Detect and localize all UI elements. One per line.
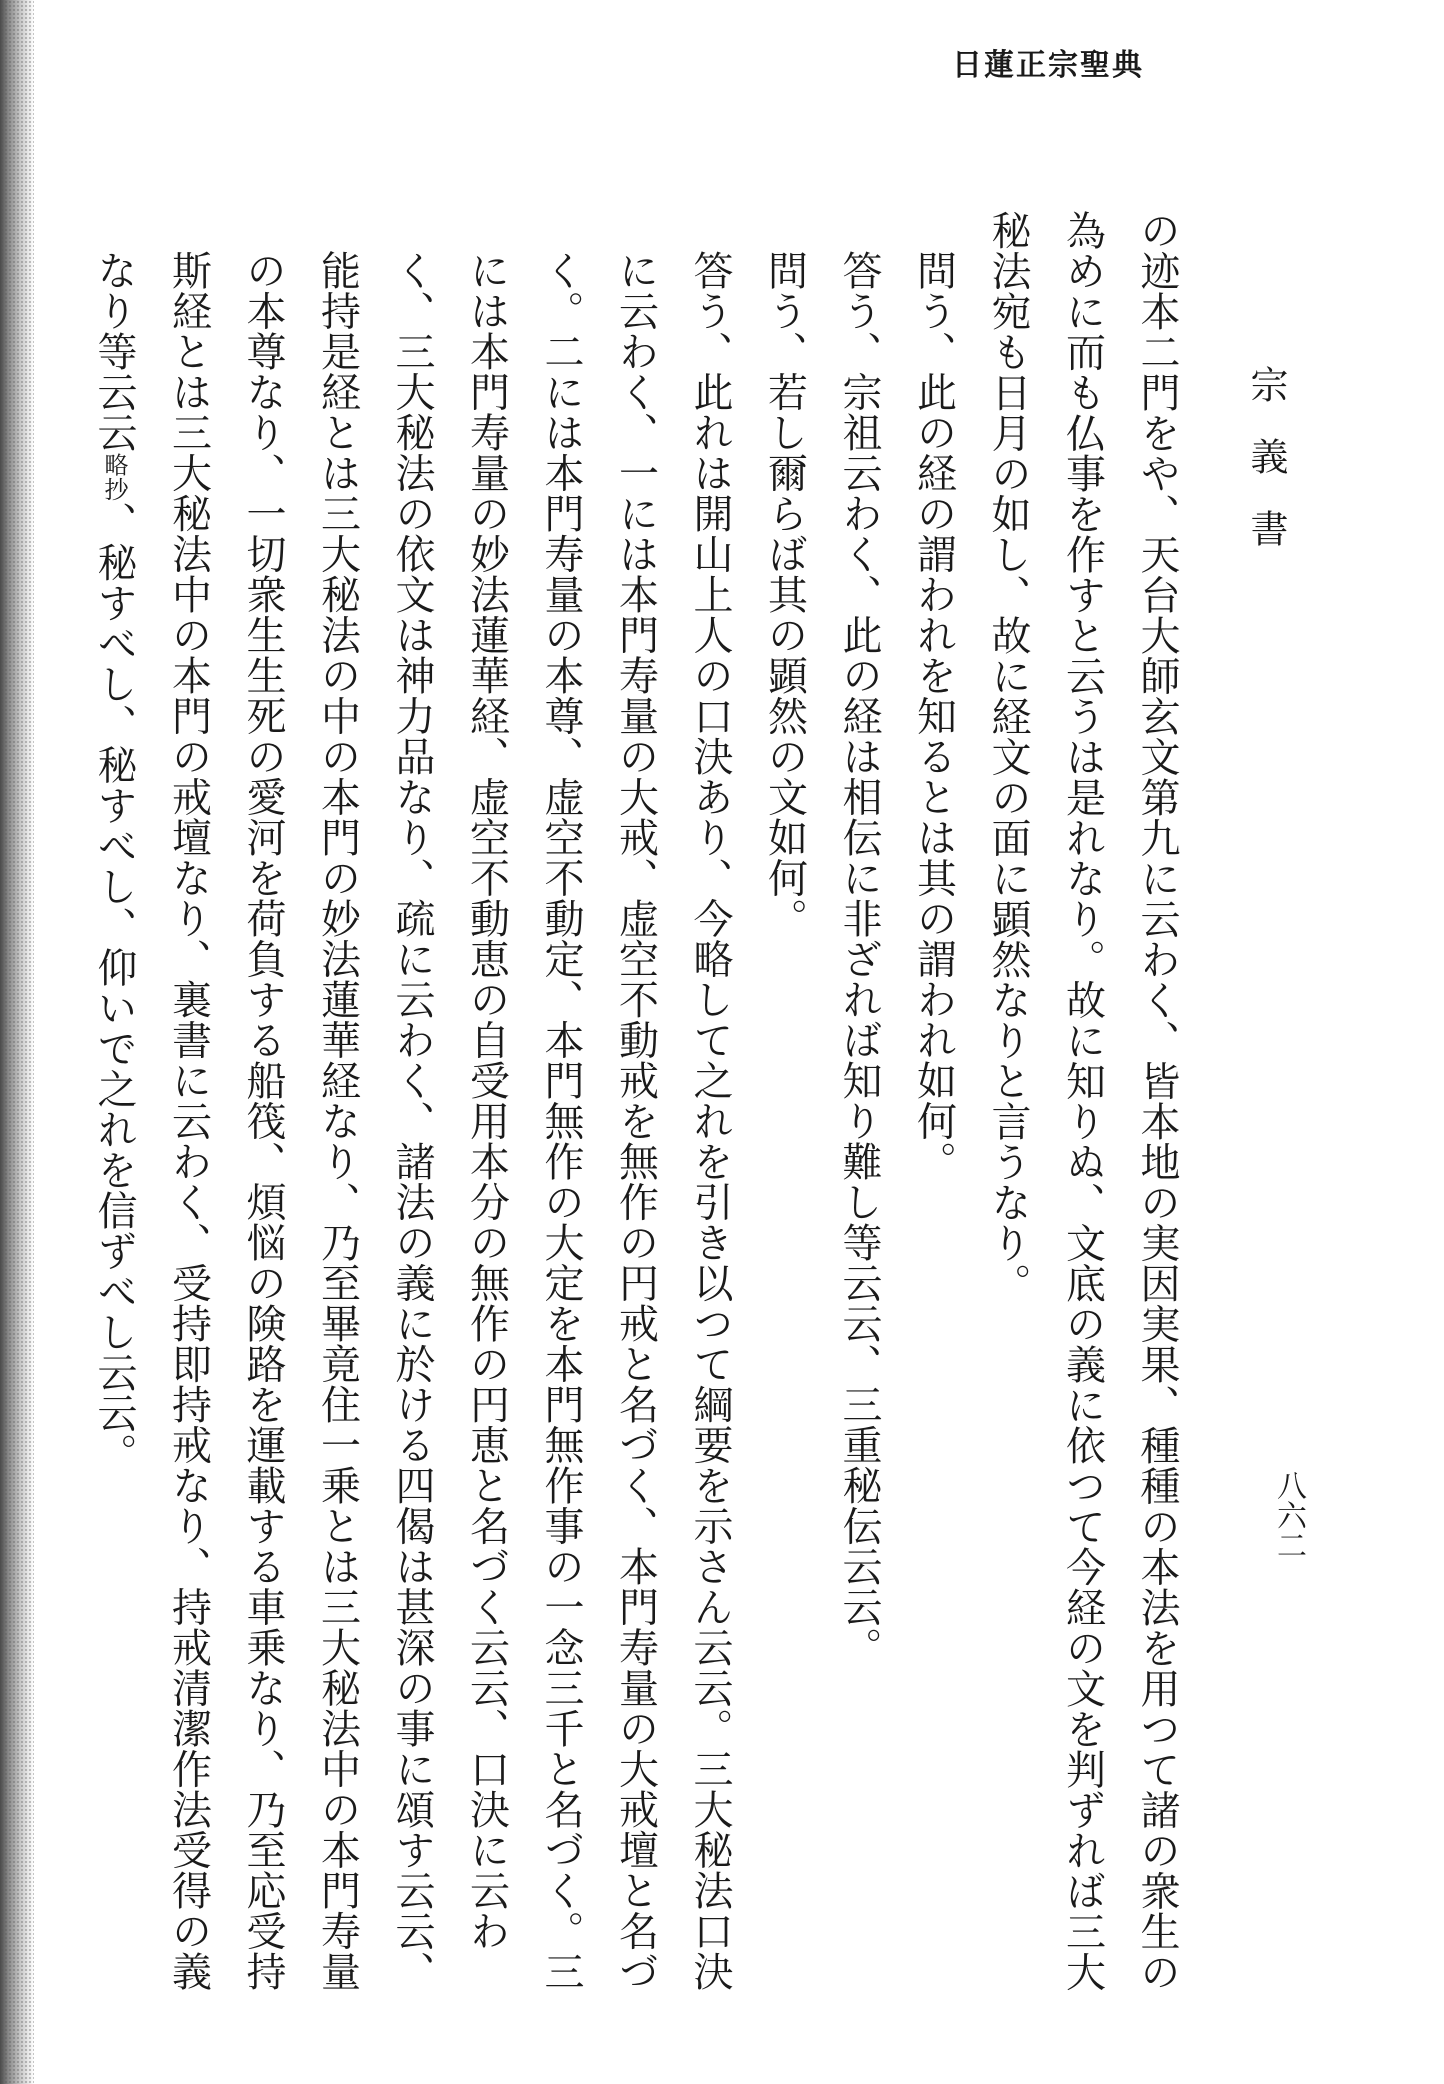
inline-note: 略抄 (100, 452, 128, 502)
running-header-book-title: 日蓮正宗聖典 (952, 48, 1144, 83)
book-binding-texture (0, 0, 34, 2084)
paragraph-answer-1: 答う、宗祖云わく、此の経は相伝に非ざれば知り難し等云云、三重秘伝云云。 (836, 250, 882, 1668)
answer-2-text: 答う、此れは開山上人の口決あり、今略して之れを引き以つて綱要を示さん云云。三大秘法口決に云わく、一には本門寿量の大戒、虚空不動戒を無作の円戒と名づく、本門寿量の大戒壇と名づく。二には本門寿量の本尊、虚空不動定、本門無作の大定を本門無作事の一念三千と名づく。三には本門寿量の妙法蓮華経、虚空不動恵の自受用本分の無作の円恵と名づく云云、口決に云わく、三大秘法の依文は神力品なり、疏に云わく、諸法の義に於ける四偈は甚深の事に頌す云云、能持是経とは三大秘法の中の本門の妙法蓮華経なり、乃至畢竟住一乗とは三大秘法中の本門寿量の本尊なり、一切衆生生死の愛河を荷負する船筏、煩悩の険路を運載する車乗なり、乃至応受持斯経とは三大秘法中の本門の戒壇なり、裏書に云わく、受持即持戒なり、持戒清潔作法受得の義なり等云云 (91, 250, 733, 1992)
paragraph-answer-2 (77, 210, 748, 2010)
paragraph-continuation: の迹本二門をや、天台大師玄文第九に云わく、皆本地の実因実果、種種の本法を用つて諸の衆生の為めに而も仏事を作すと云うは是れなり。故に知りぬ、文底の義に依つて今経の文を判ずれば三大秘法宛も日月の如し、故に経文の面に顕然なりと言うなり。 (985, 210, 1180, 1992)
answer-2-ending: 、秘すべし、秘すべし、仰いで之れを信ずべし云云。 (91, 501, 137, 1474)
paragraph-question-2: 問う、若し爾らば其の顕然の文如何。 (761, 250, 808, 939)
main-text-body (91, 210, 1194, 2010)
paragraph-question-1: 問う、此の経の謂われを知るとは其の謂われ如何。 (910, 250, 957, 1182)
page-number: 八六二 (1271, 1470, 1306, 1560)
running-header-chapter-title: 宗義書 (1244, 365, 1288, 581)
